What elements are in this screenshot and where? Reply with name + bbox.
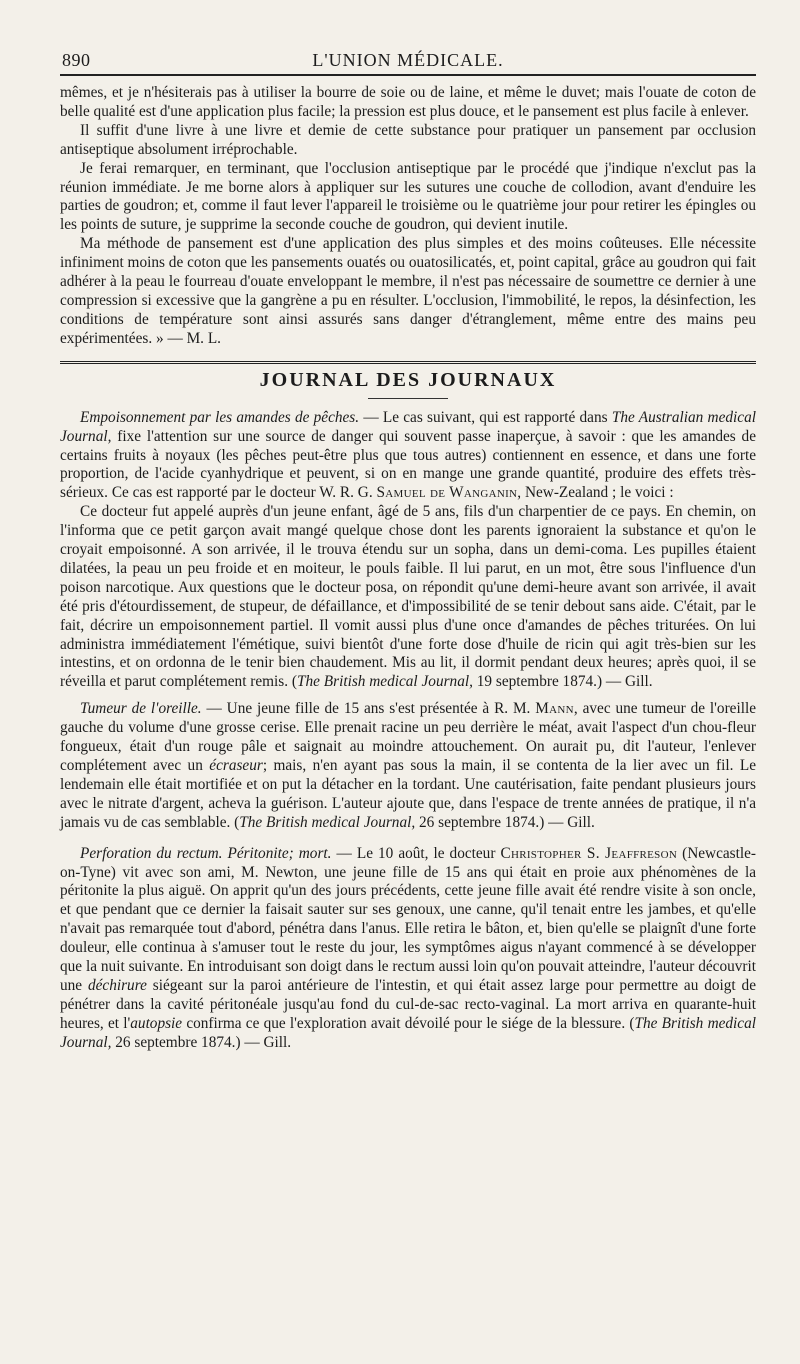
article-ear-tumor: Tumeur de l'oreille. — Une jeune fille de 15 ans s'est présentée à R. M. Mann, avec une tumeur de l'oreille gauche du volume d'une grosse cerise. Elle prenait racine un peu derrière le méat, avait l'aspect d'un chou-fleur fongueux, était d'un rouge pâle et saignait au moindre attouchement. On aurait pu, dit l'auteur, l'enlever complétement avec un écraseur; mais, n'en ayant pas sous la main, il se contenta de la lier avec un fil. Le lendemain elle était mortifiée et on put la détacher en la tordant. Une cautérisation, faite pendant plusieurs jours avec le nitrate d'argent, acheva la guérison. L'auteur ajoute que, dans l'espace de trente années de pratique, il n'a jamais vu de cas semblable. (The British medical Journal, 26 septembre 1874.) — Gill. [60, 700, 757, 831]
continuation-paragraph-4: Ma méthode de pansement est d'une application des plus simples et des moins coûteuses. Elle nécessite infiniment moins de coton que les pansements ouatés ou ouatosilicatés, et, point capital, grâce au goudron qui fait adhérer à la peau le fourreau d'ouate enveloppant le membre, il n'est pas nécessaire de soumettre ce dernier à une compression si excessive que la gangrène a pu en résulter. L'occlusion, l'immobilité, le repos, la désinfection, les conditions de température sont ainsi assurés sans danger d'étranglement, même entre des mains peu expérimentées. » — M. L. [60, 235, 756, 347]
spacer [60, 76, 756, 84]
spacer [60, 833, 756, 845]
author-name: Christopher S. Jeaffreson [500, 844, 678, 862]
running-header [60, 42, 756, 68]
article-title: Empoisonnement par les amandes de pêches. [80, 408, 360, 426]
author-name: Samuel de Wanganin [376, 484, 518, 502]
section-title: JOURNAL DES JOURNAUX [259, 368, 557, 391]
journal-name: L'UNION MÉDICALE. [312, 50, 504, 70]
continuation-paragraph-1: mêmes, et je n'hésiterais pas à utiliser la bourre de soie ou de laine, et même le duvet; mais l'ouate de coton de belle qualité est d'une application plus facile; la pression est plus douce, et le pansement est plus facile à enlever. [60, 84, 756, 120]
term: écraseur [209, 757, 263, 774]
citation-journal: The British medical Journal, [239, 813, 416, 831]
article-poisoning-body: Ce docteur fut appelé auprès d'un jeune enfant, âgé de 5 ans, fils d'un charpentier de ce pays. En chemin, on l'informa que ce petit garçon avait mangé quelque chose dont les parents ignoraient la substance et qu'on le croyait empoisonné. A son arrivée, il le trouva étendu sur un sopha, dans un demi-coma. Les pupilles étaient dilatées, la peau un peu froide et en moiteur, le pouls faible. Il lui parut, en un mot, être sous l'influence d'un poison narcotique. Aux questions que le docteur posa, on répondit qu'une demi-heure avant son arrivée, il avait été pris d'étourdissement, de stupeur, de défaillance, et d'impossibilité de se tenir debout sans aide. C'était, par le fait, décrire un empoisonnement partiel. Il vomit aussi plus d'une once d'amandes de pêches triturées. On lui administra immédiatement l'émétique, suivi bientôt d'une forte dose d'huile de ricin qui agit très-bien sur les intestins, et on ordonna de le tenir bien chaudement. Mis au lit, il dormit pendant deux heures; après quoi, il se réveilla et parut complétement remis. (The British medical Journal, 19 septembre 1874.) — Gill. [60, 503, 756, 691]
page-number: 890 [62, 50, 91, 70]
term: autopsie [130, 1014, 183, 1032]
citation-journal: The British medical Journal, [60, 1014, 756, 1051]
article-poisoning-intro: Empoisonnement par les amandes de pêches. — Le cas suivant, qui est rapporté dans The Australian medical Journal, fixe l'attention sur une source de danger qui souvent passe inaperçue, à savoir : que les amandes de certains fruits à noyaux (les pêches peut-être plus que tous autres) contiennent en essence, et dans une forte proportion, de l'acide cyanhydrique et peuvent, si on en mange une grande quantité, produire des effets très-sérieux. Ce cas est rapporté par le docteur W. R. G. Samuel de Wanganin, New-Zealand ; le voici : [60, 408, 756, 502]
continuation-paragraph-2: Il suffit d'une livre à une livre et demie de cette substance pour pratiquer un pansement par occlusion antiseptique absolument irréprochable. [60, 121, 756, 158]
section-divider [60, 361, 756, 364]
citation-journal: The British medical Journal, [297, 673, 473, 691]
citation-date: 26 septembre 1874.) — Gill. [111, 1033, 292, 1051]
article-title: Tumeur de l'oreille. [80, 700, 202, 718]
article-title: Perforation du rectum. Péritonite; mort. [80, 844, 332, 862]
continuation-paragraph-3: Je ferai remarquer, en terminant, que l'occlusion antiseptique par le procédé que j'indique n'exclut pas la réunion immédiate. Je me borne alors à appliquer sur les sutures une couche de collodion, avant d'enduire les parties de goudron; et, comme il faut lever l'appareil le troisième ou le quatrième jour pour retirer les épingles ou les points de suture, je supprime la seconde couche de goudron, qui devient inutile. [60, 159, 756, 234]
section-short-rule [368, 398, 448, 399]
source-journal: The Australian medical Journal, [60, 408, 756, 445]
section-double-rule [60, 361, 756, 364]
term: déchirure [87, 976, 147, 994]
spacer [60, 692, 756, 700]
article-rectum-perforation: Perforation du rectum. Péritonite; mort. — Le 10 août, le docteur Christopher S. Jeaffreson (Newcastle-on-Tyne) vit avec son ami, M. Newton, une jeune fille de 15 ans qui était en proie aux phénomènes de la péritonite la plus aiguë. On apprit qu'un des jours précédents, cette jeune fille avait été rendre visite à son oncle, et que pendant que ce dernier la faisait sauter sur ses genoux, une canne, qu'il tenait entre les jambes, et qu'elle n'avait pas remarquée tout d'abord, pénétra dans l'anus. Elle retira le bâton, et, bien qu'elle se plaignît d'une forte douleur, elle continua à s'amuser tout le reste du jour, les symptômes aigus n'ayant commencé à se développer que la nuit suivante. En introduisant son doigt dans le rectum aussi loin qu'on pouvait atteindre, l'auteur découvrit une déchirure siégeant sur la paroi antérieure de l'intestin, et qui était assez large pour permettre au doigt de pénétrer dans la cavité péritonéale jusqu'au fond du cul-de-sac recto-vaginal. La mort arriva en quarante-huit heures, et l'autopsie confirma ce que l'exploration avait dévoilé pour le siége de la blessure. (The British medical Journal, 26 septembre 1874.) — Gill. [60, 844, 757, 1051]
author-name: Mann [535, 700, 574, 718]
citation-date: 19 septembre 1874.) — Gill. [472, 673, 653, 691]
citation-date: 26 septembre 1874.) — Gill. [415, 813, 595, 831]
